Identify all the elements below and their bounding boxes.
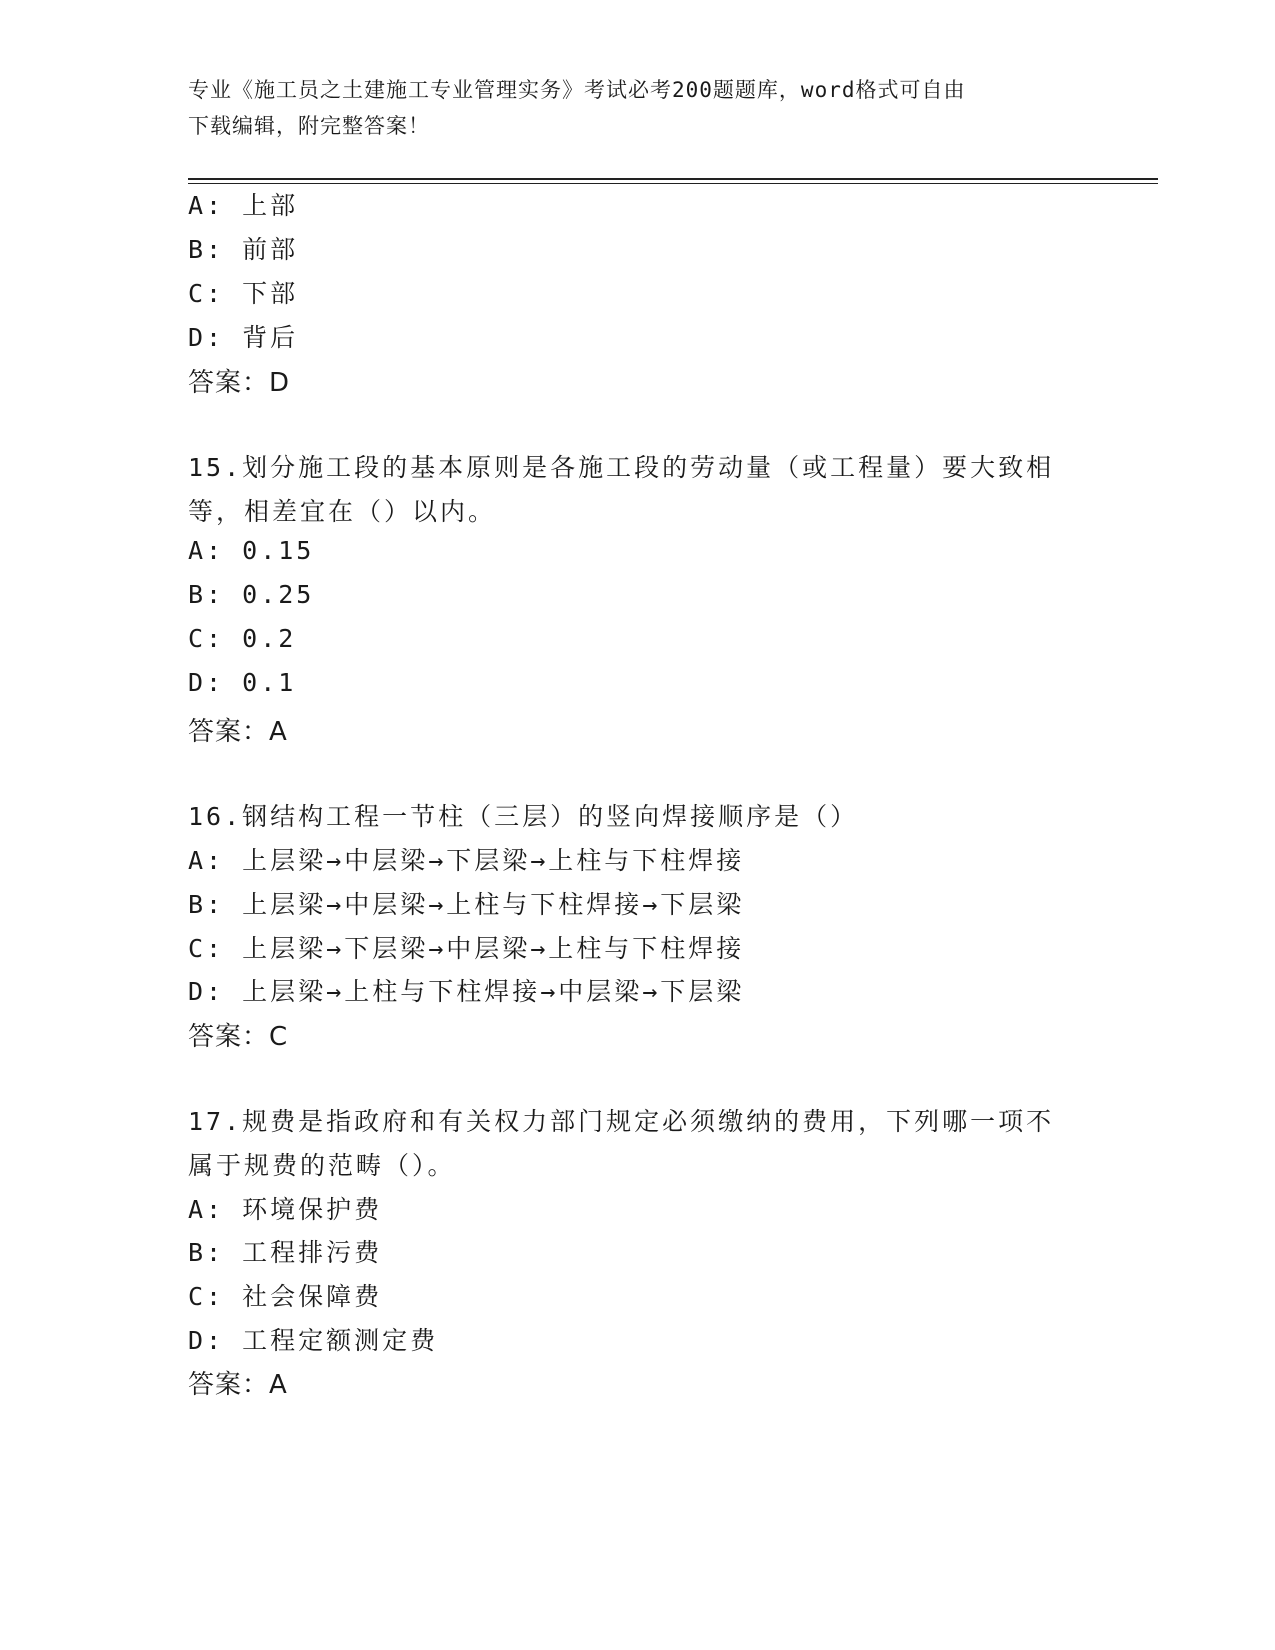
answer-label: 答案： — [188, 717, 270, 747]
q16-option-b: B: 上层梁→中层梁→上柱与下柱焊接→下层梁 — [188, 890, 745, 919]
q17-answer — [188, 1364, 288, 1401]
q17-option-a: A: 环境保护费 — [188, 1195, 383, 1224]
q14-option-b: B: 前部 — [188, 235, 299, 264]
q17-option-d: D: 工程定额测定费 — [188, 1326, 439, 1355]
q17-option-b: B: 工程排污费 — [188, 1238, 383, 1267]
answer-label: 答案： — [188, 1370, 270, 1400]
answer-value: A — [269, 1370, 288, 1400]
q16-stem-line-1: 16.钢结构工程一节柱（三层）的竖向焊接顺序是（） — [188, 802, 859, 831]
header-divider-bottom — [188, 183, 1158, 184]
answer-value: C — [269, 1022, 289, 1052]
q15-option-d: D: 0.1 — [188, 668, 297, 697]
q15-stem-line-1: 15.划分施工段的基本原则是各施工段的劳动量（或工程量）要大致相 — [188, 453, 1055, 482]
answer-label: 答案： — [188, 1022, 270, 1052]
q16-option-c: C: 上层梁→下层梁→中层梁→上柱与下柱焊接 — [188, 934, 745, 963]
q15-answer — [188, 711, 288, 748]
header-line-1: 专业《施工员之土建施工专业管理实务》考试必考200题题库，word格式可自由 — [188, 78, 966, 102]
q17-stem-line-1: 17.规费是指政府和有关权力部门规定必须缴纳的费用，下列哪一项不 — [188, 1107, 1055, 1136]
header-divider-top — [188, 178, 1158, 180]
answer-value: D — [269, 368, 291, 398]
q17-option-c: C: 社会保障费 — [188, 1282, 383, 1311]
q15-option-c: C: 0.2 — [188, 624, 297, 653]
q16-option-a: A: 上层梁→中层梁→下层梁→上柱与下柱焊接 — [188, 846, 745, 875]
answer-value: A — [269, 717, 288, 747]
q14-option-a: A: 上部 — [188, 191, 299, 220]
q16-option-d: D: 上层梁→上柱与下柱焊接→中层梁→下层梁 — [188, 977, 745, 1006]
header-line-2: 下载编辑，附完整答案！ — [188, 114, 430, 138]
q14-option-d: D: 背后 — [188, 323, 299, 352]
q14-option-c: C: 下部 — [188, 279, 299, 308]
q15-option-a: A: 0.15 — [188, 536, 315, 565]
answer-label: 答案： — [188, 368, 270, 398]
q15-stem-line-2: 等，相差宜在（）以内。 — [188, 497, 497, 526]
q17-stem-line-2: 属于规费的范畴（）。 — [188, 1151, 456, 1180]
q14-answer — [188, 362, 290, 399]
q16-answer — [188, 1016, 288, 1053]
document-header — [188, 72, 1088, 144]
q15-option-b: B: 0.25 — [188, 580, 315, 609]
